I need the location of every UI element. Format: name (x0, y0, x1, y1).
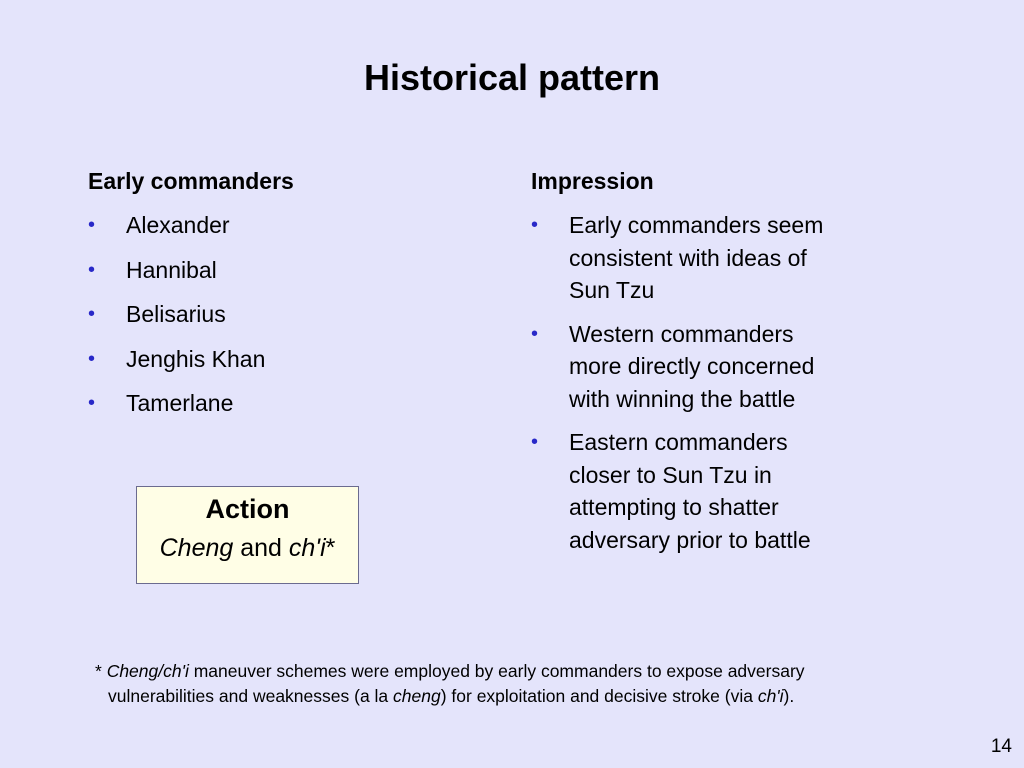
impression-line: Early commanders seem (569, 212, 824, 238)
impression-line: consistent with ideas of (569, 244, 807, 271)
list-item (88, 298, 468, 331)
early-commanders-heading: Early commanders (88, 168, 294, 194)
commander-name: Hannibal (126, 256, 217, 283)
bullet-icon: • (531, 322, 539, 345)
cheng-term: Cheng (159, 534, 234, 562)
list-item (531, 318, 871, 416)
bullet-icon: • (531, 214, 539, 236)
footnote-text: ). (783, 686, 795, 706)
chi-term: ch'i (288, 534, 326, 562)
list-item (88, 254, 468, 287)
impression-line: more directly concerned (569, 353, 815, 379)
bullet-icon: • (88, 303, 96, 325)
connector-text: and (233, 534, 289, 562)
impression-column (531, 166, 871, 567)
bullet-icon: • (531, 431, 539, 453)
footnote-text: ) for exploitation and decisive stroke (via (440, 686, 758, 706)
impression-line: Sun Tzu (569, 277, 655, 303)
footnote-line-2 (95, 684, 935, 709)
footnote-line-1 (95, 659, 935, 684)
commander-name: Jenghis Khan (126, 345, 266, 372)
footnote-lead-term: Cheng/ch'i (106, 661, 189, 681)
impression-list (531, 209, 871, 556)
footnote-text: maneuver schemes were employed by early commanders to expose adversary (188, 661, 805, 681)
action-subtitle (137, 532, 358, 564)
list-item (88, 343, 468, 376)
list-item (531, 209, 871, 307)
impression-line: Eastern commanders (569, 429, 788, 455)
footnote-text: vulnerabilities and weaknesses (a la (108, 686, 394, 706)
bullet-icon: • (88, 258, 96, 281)
footnote-cheng-term: cheng (393, 686, 441, 706)
bullet-icon: • (88, 347, 96, 370)
slide-title: Historical pattern (363, 57, 661, 98)
page-number: 14 (990, 736, 1012, 757)
action-title: Action (205, 494, 290, 524)
impression-line: Western commanders (569, 320, 794, 347)
impression-line: adversary prior to battle (569, 526, 811, 553)
commander-name: Alexander (126, 212, 230, 238)
footnote-star: * (95, 661, 107, 681)
asterisk: * (325, 534, 336, 562)
bullet-icon: • (88, 214, 96, 236)
action-box (136, 486, 359, 584)
list-item (88, 209, 468, 242)
impression-line: attempting to shatter (569, 494, 779, 520)
impression-line: closer to Sun Tzu in (569, 461, 772, 488)
footnote (95, 659, 935, 709)
list-item (88, 387, 468, 420)
footnote-chi-term: ch'i (757, 686, 784, 706)
early-commanders-column (88, 166, 468, 432)
commanders-list (88, 209, 468, 420)
impression-heading: Impression (531, 168, 654, 194)
bullet-icon: • (88, 392, 96, 414)
impression-line: with winning the battle (569, 385, 796, 412)
commander-name: Belisarius (126, 301, 226, 327)
list-item (531, 426, 871, 556)
commander-name: Tamerlane (126, 390, 234, 416)
